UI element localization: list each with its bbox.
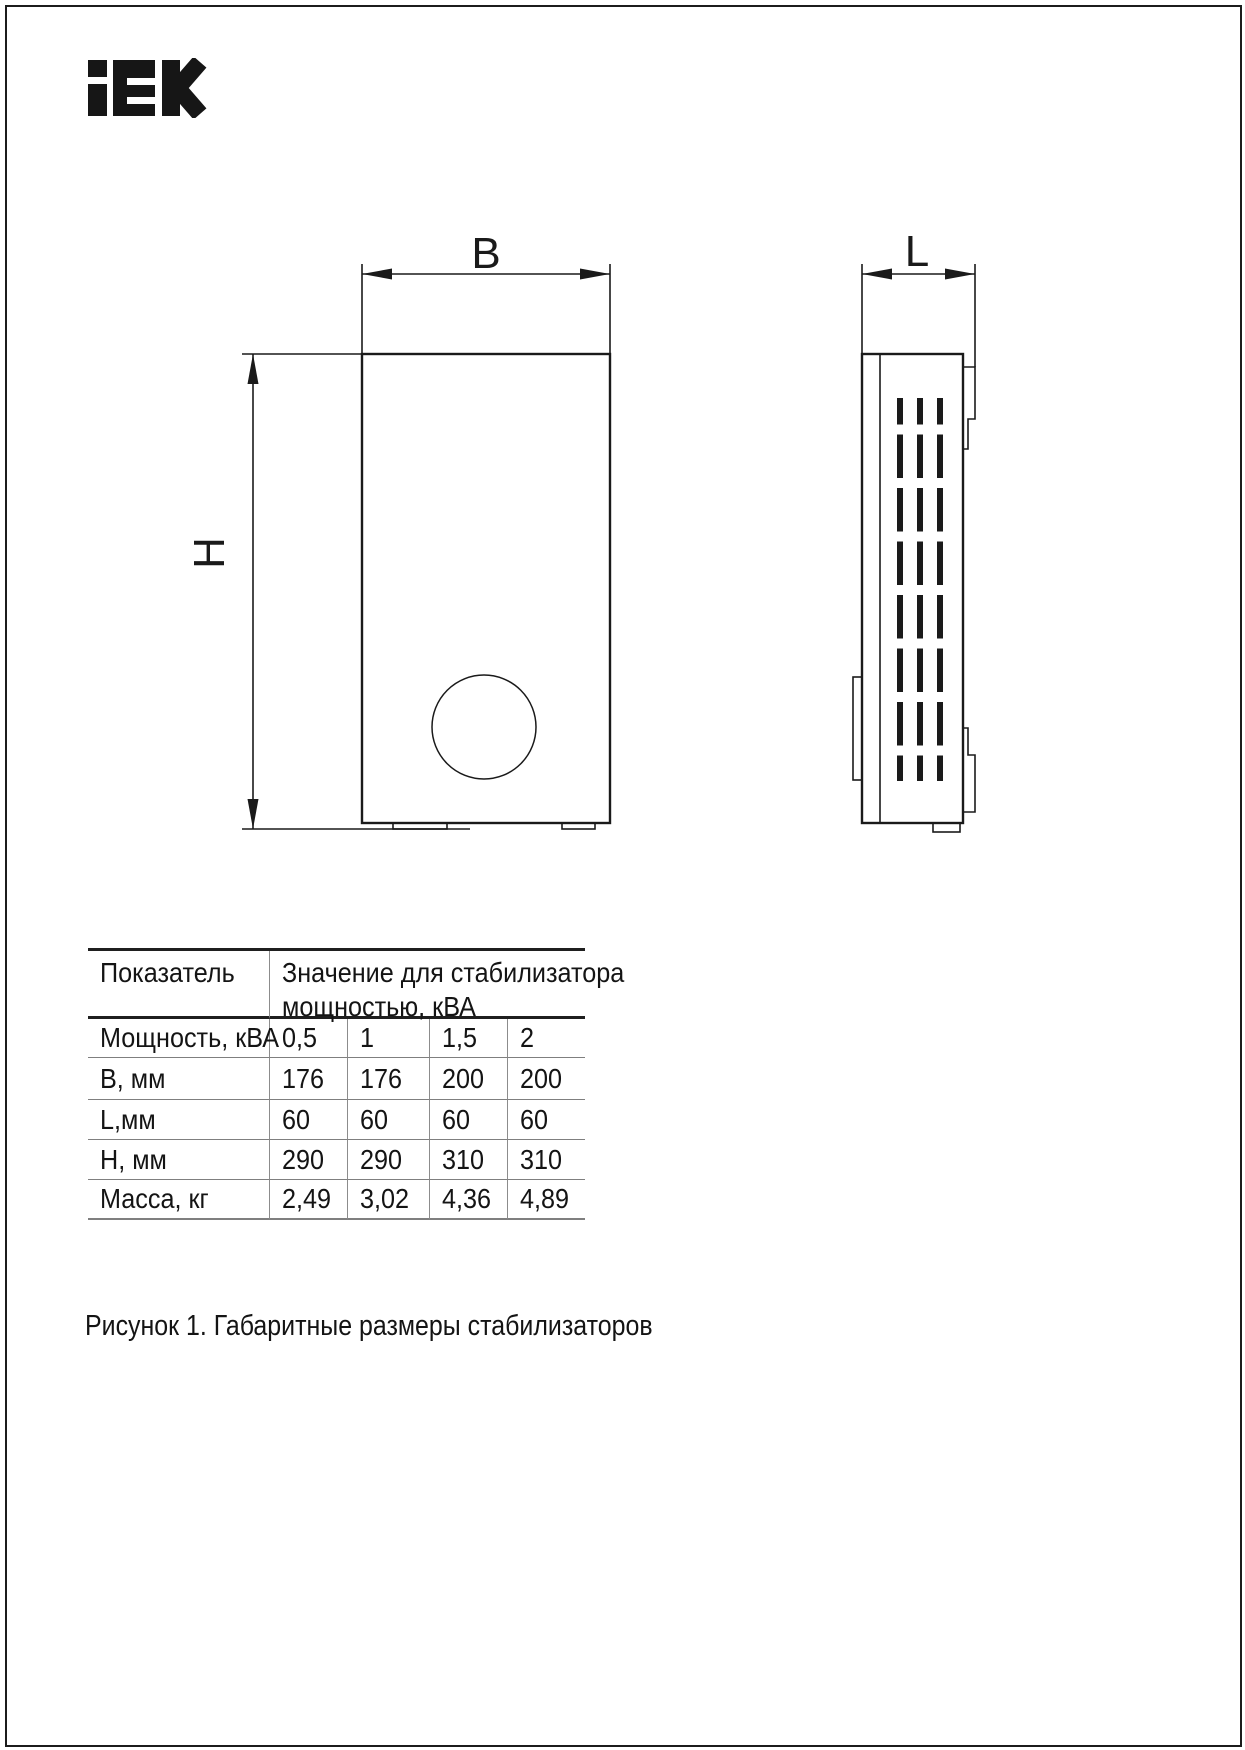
cell-text: 4,36 (442, 1183, 492, 1214)
table-cell (430, 1180, 508, 1220)
front-view (242, 264, 610, 829)
cell-text: 60 (520, 1103, 549, 1135)
table-header-text (282, 956, 624, 1024)
table-cell (508, 1180, 585, 1220)
dim-h-arrow-bottom (248, 799, 259, 829)
table-row-label (88, 1019, 280, 1058)
dimension-label-b: B (471, 229, 501, 278)
side-foot (933, 823, 960, 832)
table-header-line2: мощностью, кВА (282, 991, 476, 1022)
table-row-label (88, 1180, 270, 1220)
table-cell (270, 1140, 348, 1180)
table-header-text: Показатель (100, 957, 235, 988)
spec-table (88, 948, 625, 1220)
table-cell (508, 1019, 585, 1058)
table-cell (270, 1180, 348, 1220)
cell-text: Масса, кг (100, 1183, 209, 1214)
dim-l-arrow-right (945, 269, 975, 280)
cell-text: 1,5 (442, 1022, 478, 1053)
figure-caption (85, 1310, 745, 1343)
table-row-label (88, 1058, 270, 1100)
cell-text: 310 (520, 1143, 563, 1175)
table-cell (430, 1100, 508, 1140)
cell-text: 3,02 (360, 1183, 410, 1214)
cell-text: 0,5 (282, 1022, 318, 1053)
cell-text: 176 (360, 1062, 403, 1094)
side-knob-tab (853, 677, 862, 780)
table-cell (430, 1140, 508, 1180)
cell-text: 290 (360, 1143, 403, 1175)
dim-b-arrow-left (362, 269, 392, 280)
table-cell (348, 1180, 430, 1220)
side-view (853, 264, 975, 832)
cell-text: B, мм (100, 1062, 166, 1094)
dimension-label-h: H (185, 537, 234, 569)
table-row-label (88, 1140, 270, 1180)
table-cell (348, 1100, 430, 1140)
table-cell (348, 1140, 430, 1180)
table-header-values (270, 951, 625, 1022)
table-cell (348, 1058, 430, 1100)
table-cell (348, 1019, 430, 1058)
cell-text: 200 (442, 1062, 485, 1094)
cell-text: 60 (442, 1103, 471, 1135)
table-cell (508, 1100, 585, 1140)
cell-text: 176 (282, 1062, 325, 1094)
cell-text: 1 (360, 1022, 375, 1053)
cell-text: H, мм (100, 1143, 167, 1175)
figure-caption-text: Рисунок 1. Габаритные размеры стабилизаторов (85, 1310, 653, 1342)
dim-h-arrow-top (248, 354, 259, 384)
side-view-box (862, 354, 963, 823)
cell-text: 290 (282, 1143, 325, 1175)
cell-text: 2 (520, 1022, 535, 1053)
cell-text: 200 (520, 1062, 563, 1094)
table-cell (508, 1058, 585, 1100)
cell-text: 60 (360, 1103, 389, 1135)
dim-l-arrow-left (862, 269, 892, 280)
vent-slot-column (897, 398, 903, 781)
table-cell (270, 1058, 348, 1100)
table-row-label (88, 1100, 270, 1140)
side-top-tab (963, 367, 975, 449)
front-view-box (362, 354, 610, 823)
table-header-indicator (88, 951, 270, 1019)
cell-text: Мощность, кВА (100, 1022, 280, 1053)
vent-slot-column (937, 398, 943, 781)
table-header-line1: Значение для стабилизатора (282, 957, 625, 988)
table-cell (430, 1019, 508, 1058)
cell-text: 310 (442, 1143, 485, 1175)
vent-slot-column (917, 398, 923, 781)
dim-b-arrow-right (580, 269, 610, 280)
cell-text: 2,49 (282, 1183, 332, 1214)
cell-text: 60 (282, 1103, 311, 1135)
table-cell (508, 1140, 585, 1180)
side-bottom-tab (963, 728, 975, 812)
table-cell (430, 1058, 508, 1100)
cell-text: 4,89 (520, 1183, 570, 1214)
table-cell (270, 1019, 348, 1058)
table-cell (270, 1100, 348, 1140)
dimension-label-l: L (904, 227, 930, 276)
cell-text: L,мм (100, 1103, 156, 1135)
